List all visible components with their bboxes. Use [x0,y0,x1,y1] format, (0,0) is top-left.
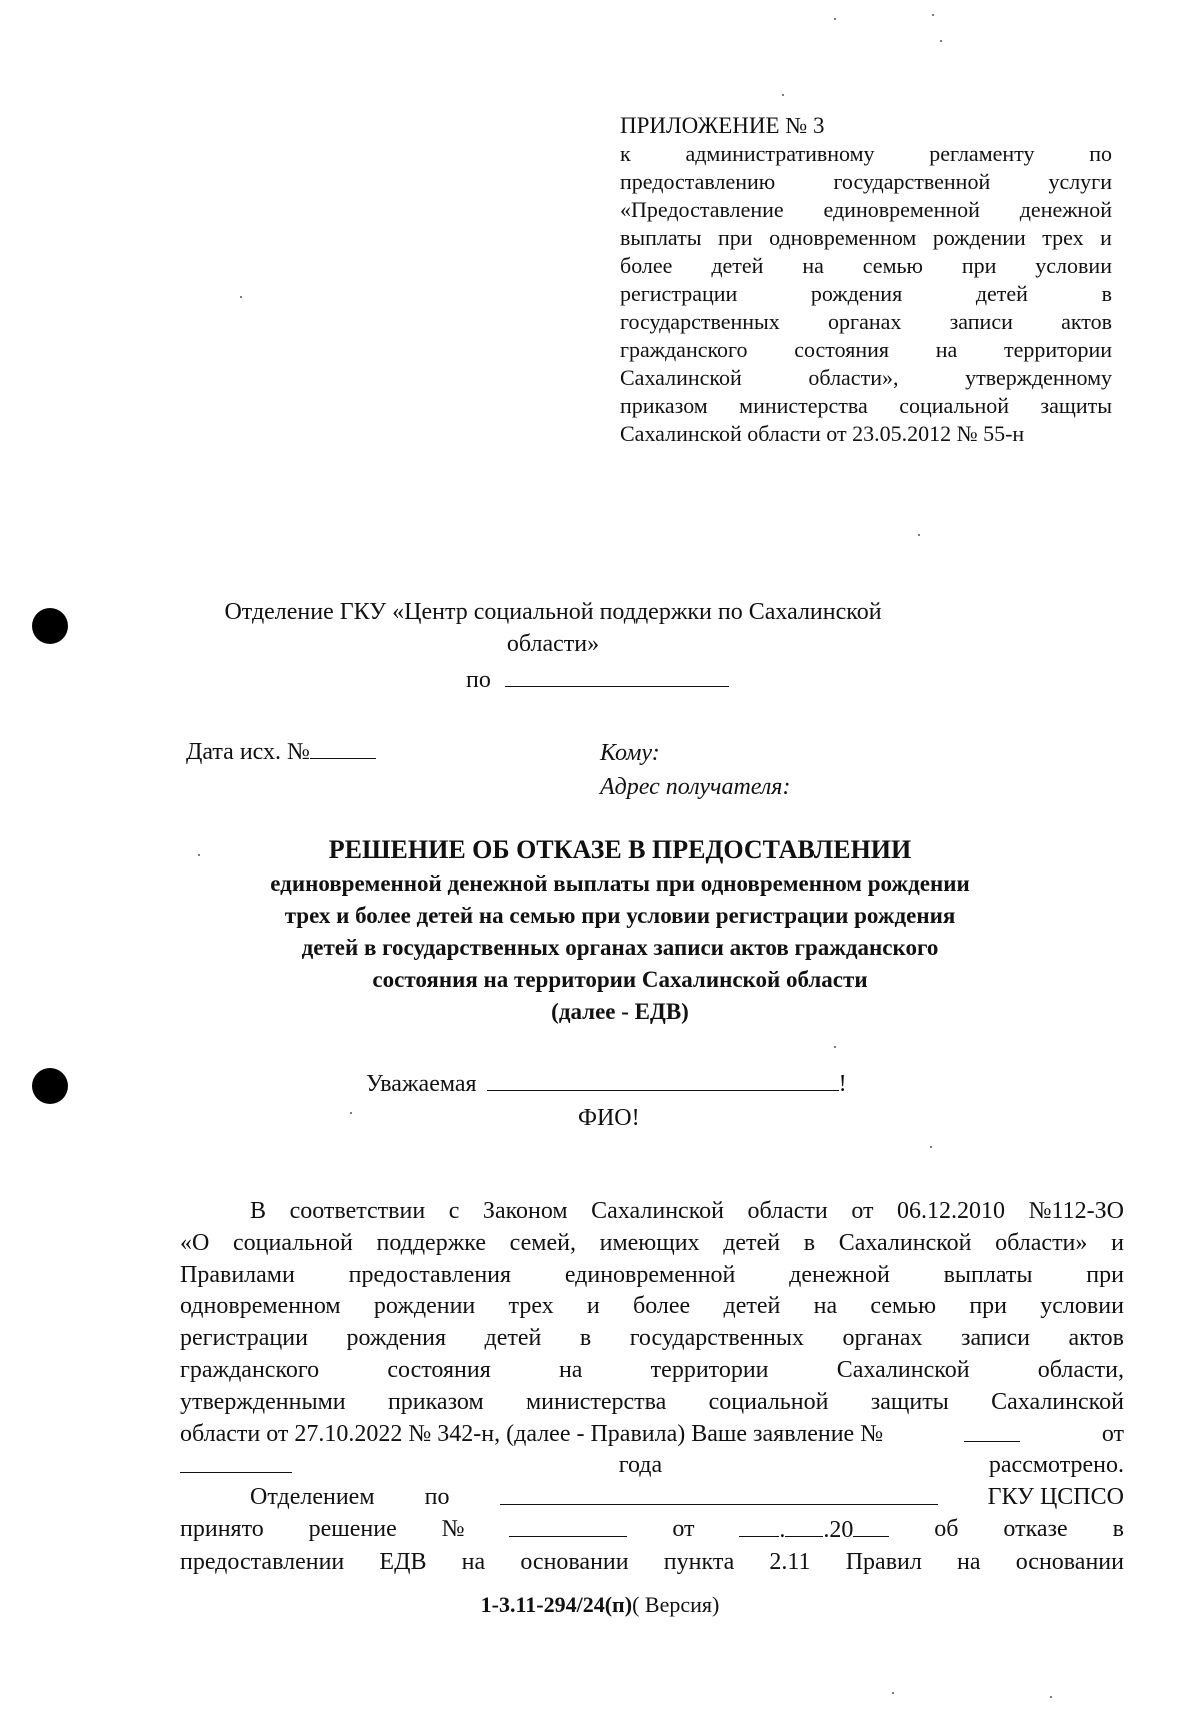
greeting-word: Уважаемая [366,1071,477,1097]
body-text [180,1323,1124,1355]
body-word: социальной [233,1229,353,1256]
body-word: одновременном [180,1293,341,1320]
body-word: предоставления [348,1261,512,1288]
body-text: рассмотрено. [988,1452,1124,1479]
body-word: приказом [387,1388,484,1415]
appendix-line [620,308,1112,336]
scan-speck [930,1146,932,1148]
body-word: области [747,1198,828,1224]
appendix-word: записи [949,309,1013,334]
appendix-word: Сахалинской [620,365,742,390]
body-text: от [1101,1420,1124,1447]
decision-title: РЕШЕНИЕ ОБ ОТКАЗЕ В ПРЕДОСТАВЛЕНИИ [328,835,912,864]
body-line [180,1355,1124,1387]
appendix-word: на [802,253,824,278]
appendix-word: утвержденному [965,365,1112,390]
appendix-word: в [1101,281,1112,306]
office-po-label: по [466,667,491,693]
appendix-word: защиты [1040,393,1112,418]
body-word: актов [1068,1325,1124,1352]
body-line [180,1482,1124,1514]
appendix-word: детей [711,253,764,278]
body-text: решение [308,1515,397,1542]
decision-subtitle-line: трех и более детей на семью при условии регистрации рождения [284,903,956,928]
scan-speck [834,18,836,20]
scan-speck [1050,1696,1052,1698]
body-word: семей, [509,1229,576,1256]
appendix-line [620,252,1112,280]
body-text: отказе [1003,1515,1068,1542]
body-line [180,1547,1124,1579]
body-text: . [779,1516,786,1543]
appendix-word: актов [1061,309,1112,334]
body-text: года [618,1452,663,1479]
body-text: № [441,1515,465,1542]
appendix-word: более [620,253,673,278]
appendix-word: регистрации [620,281,738,306]
body-word: на [461,1548,486,1575]
office-name-line: Отделение ГКУ «Центр социальной поддержки по Сахалинской [224,599,882,625]
body-text [250,1196,1124,1228]
decision-subtitle-line: детей в государственных органах записи актов гражданского [301,935,939,960]
body-word: Законом [482,1198,568,1224]
decision-body [180,1196,1124,1579]
body-text: от [672,1515,695,1542]
body-text: .20 [823,1516,854,1543]
body-word: рождении [373,1293,476,1320]
body-word: в [579,1325,592,1352]
body-line [180,1514,1124,1547]
body-word: семью [870,1293,937,1320]
appendix-word: приказом [620,393,708,418]
body-line [180,1323,1124,1355]
body-word: соответствии [289,1198,426,1224]
body-word: Сахалинской [836,1356,970,1383]
appendix-word: регламенту [929,141,1035,166]
appendix-line [620,140,1112,168]
decision-subtitle-line: состояния на территории Сахалинской области [372,967,868,992]
appendix-line [620,196,1112,224]
body-word: с [448,1198,460,1224]
body-line [180,1450,1124,1482]
document-footer [0,1590,1200,1620]
body-line [180,1228,1124,1260]
body-word: детей [723,1293,781,1320]
body-word: основании [520,1548,629,1575]
body-word: основании [1015,1548,1124,1575]
binder-hole-bottom [32,1068,68,1104]
document-code: 1-3.11-294/24(п) [480,1592,633,1617]
body-word: области, [1037,1356,1124,1383]
body-line [180,1291,1124,1323]
appendix-line [620,336,1112,364]
decision-day-blank [739,1514,779,1537]
appendix-word: выплаты [620,225,702,250]
scan-speck [932,14,934,16]
appendix-word: состояния [794,337,890,362]
body-text: области от 27.10.2022 № 342-н, (далее - Правила) Ваше заявление № [180,1420,884,1447]
binder-hole-top [32,608,68,644]
body-word: записи [960,1325,1030,1352]
body-word: Сахалинской [838,1229,972,1256]
appendix-line [620,364,1112,392]
document-version: ( Версия) [632,1592,720,1617]
appendix-word: «Предоставление [620,197,784,222]
appendix-word: условии [1035,253,1112,278]
appendix-word: рождения [810,281,903,306]
body-text: в [1112,1515,1124,1542]
decision-year-blank [853,1514,889,1537]
body-word: министерства [525,1388,667,1415]
body-text [180,1387,1124,1419]
body-word: Сахалинской [991,1388,1124,1415]
appendix-word: рождении [932,225,1026,250]
department-district-blank [500,1482,938,1505]
body-text [180,1547,1124,1579]
body-word: на [957,1548,981,1575]
body-text [180,1291,1124,1323]
scan-speck [782,94,784,96]
body-word: и [586,1293,600,1320]
appendix-word: гражданского [620,337,748,362]
body-text [180,1355,1124,1387]
body-word: №112-ЗО [1028,1198,1124,1224]
body-word: денежной [789,1261,890,1288]
appendix-word: области», [808,365,899,390]
appendix-word: министерства [739,393,868,418]
body-word: единовременной [564,1261,736,1288]
date-label: Дата исх. № [186,739,310,765]
appendix-word: органах [828,309,902,334]
body-word: органах [842,1325,923,1352]
appendix-word: детей [975,281,1028,306]
appendix-word: государственных [620,309,780,334]
body-word: на [558,1356,583,1383]
body-text [180,1228,1124,1260]
greeting-exclaim: ! [838,1071,847,1097]
appendix-word: на [935,337,958,362]
appendix-word: одновременном [769,225,917,250]
scan-speck [834,1046,836,1048]
body-word: и [1111,1229,1124,1256]
body-word: в [803,1229,816,1256]
application-date-blank [180,1450,292,1473]
body-word: Правил [845,1548,922,1575]
greeting-line [366,1068,847,1100]
appendix-line [620,224,1112,252]
outgoing-date-line [186,736,376,768]
scan-speck [350,1112,352,1114]
body-word: 2.11 [769,1548,811,1575]
body-text: об [934,1515,959,1542]
body-word: утвержденными [180,1388,346,1415]
appendix-word: по [1089,141,1112,166]
body-line [180,1387,1124,1419]
appendix-word: и [1100,225,1112,250]
body-line [180,1260,1124,1292]
scan-speck [240,296,242,298]
decision-date-field [739,1514,889,1547]
body-word: детей [723,1229,781,1256]
office-district-line [466,664,729,696]
body-word: регистрации [180,1325,308,1352]
body-word: ЕДВ [379,1548,427,1575]
body-word: детей [484,1325,542,1352]
appendix-word: социальной [899,393,1010,418]
name-blank-field [487,1068,839,1091]
appendix-word: к [620,141,631,166]
decision-heading [140,832,1100,1028]
body-word: «О [180,1229,210,1256]
recipient-address-label: Адрес получателя: [600,774,791,800]
body-word: рождения [346,1325,447,1352]
body-line [180,1419,1124,1451]
body-word: состояния [387,1356,491,1383]
appendix-word: трех [1042,225,1084,250]
body-word: условии [1040,1293,1124,1320]
appendix-word: предоставлению [620,169,776,194]
body-word: социальной [708,1388,829,1415]
body-word: на [813,1293,838,1320]
body-word: территории [650,1356,769,1383]
body-word: от [851,1198,874,1224]
decision-subtitle-line: (далее - ЕДВ) [551,999,689,1024]
fio-caption: ФИО! [578,1105,640,1131]
appendix-word: семью [862,253,923,278]
body-word: поддержке [376,1229,486,1256]
body-word: государственных [629,1325,805,1352]
district-blank-field [505,664,729,687]
body-word: Сахалинской [591,1198,724,1224]
appendix-word: денежной [1019,197,1112,222]
office-name [160,596,946,660]
scan-speck [892,1692,894,1694]
appendix-line [620,392,1112,420]
body-word: 06.12.2010 [897,1198,1006,1224]
decision-subtitle-line: единовременной денежной выплаты при одновременном рождении [270,871,970,896]
appendix-word: административному [685,141,875,166]
body-word: В [250,1198,267,1224]
body-word: гражданского [180,1356,320,1383]
body-word: имеющих [599,1229,700,1256]
body-word: трех [508,1293,554,1320]
recipient-block [600,736,790,804]
body-text: Отделением [250,1484,375,1511]
body-word: защиты [870,1388,949,1415]
body-word: при [969,1293,1007,1320]
body-word: пункта [663,1548,735,1575]
office-name-line: области» [506,631,600,657]
body-word: выплаты [943,1261,1033,1288]
decision-month-blank [785,1514,823,1537]
appendix-line [620,280,1112,308]
body-text: принято [180,1515,264,1542]
outgoing-number-blank [310,736,376,759]
appendix-word: при [961,253,997,278]
body-text: по [424,1484,450,1511]
appendix-line: Сахалинской области от 23.05.2012 № 55-н [620,421,1025,446]
application-number-blank [964,1419,1020,1442]
appendix-word: государственной [833,169,991,194]
appendix-word: услуги [1048,169,1112,194]
body-word: более [633,1293,691,1320]
body-text: ГКУ ЦСПСО [987,1484,1124,1511]
body-line [180,1196,1124,1228]
appendix-word: единовременной [823,197,980,222]
decision-number-blank [509,1514,627,1537]
scan-speck [198,854,200,856]
appendix-line [620,168,1112,196]
body-word: области» [995,1229,1088,1256]
scan-speck [940,40,942,42]
appendix-word: территории [1003,337,1112,362]
appendix-body [620,140,1112,448]
scan-speck [918,534,920,536]
appendix-title: ПРИЛОЖЕНИЕ № 3 [620,113,825,138]
body-text [180,1260,1124,1292]
appendix-header [620,112,1112,448]
appendix-word: при [718,225,753,250]
body-word: предоставлении [180,1548,345,1575]
body-word: при [1086,1261,1124,1288]
body-word: Правилами [180,1261,295,1288]
recipient-to-label: Кому: [600,740,660,766]
